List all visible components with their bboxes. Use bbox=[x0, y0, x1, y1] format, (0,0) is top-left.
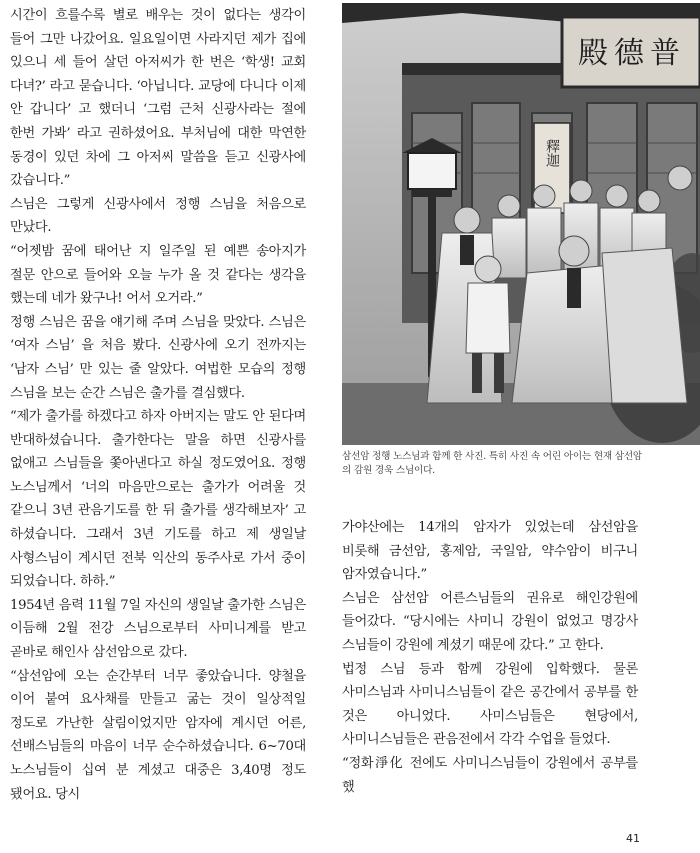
paragraph: 가야산에는 14개의 암자가 있었는데 삼선암을 비롯해 금선암, 홍제암, 국일암, 약수암이 비구니 암자였습니다.” bbox=[342, 520, 638, 583]
page-number: 41 bbox=[626, 832, 640, 845]
paragraph: “삼선암에 오는 순간부터 너무 좋았습니다. 양철을 이어 붙여 요사채를 만들고 굶는 것이 일상적일 정도로 가난한 살림이었지만 암자에 계시던 어른, 선배스님들의 마음이 너무 순수하셨습니다. 6~70대 노스님들이 십여 분 계셨고 대중은 3,40명 정도 됐어요. 당시 bbox=[10, 668, 306, 802]
paragraph: 법정 스님 등과 함께 강원에 입학했다. 물론 사미스님과 사미니스님들이 같은 공간에서 공부를 한 것은 아니었다. 사미스님들은 현당에서, 사미니스님들은 관음전에서 각각 수업을 들었다. bbox=[342, 661, 638, 748]
paragraph: 스님은 삼선암 어른스님들의 권유로 해인강원에 들어갔다. “당시에는 사미니 강원이 없었고 명강사 스님들이 강원에 계셨기 때문에 갔다.” 고 한다. bbox=[342, 590, 638, 653]
photo-caption: 삼선암 정행 노스님과 함께 한 사진. 특히 사진 속 어린 아이는 현재 삼선암의 감원 경욱 스님이다. bbox=[342, 451, 643, 476]
paragraph: “제가 출가를 하겠다고 하자 아버지는 말도 안 된다며 반대하셨습니다. 출가한다는 말을 하면 신광사를 없애고 스님들을 쫓아낸다고 하실 정도였어요. 정행 노스님께서 ‘너의 마음만으로는 출가가 어려울 것 같으니 3년 관음기도를 한 뒤 출가를 생각해보자’ 고 하셨습니다. 그래서 3년 기도를 하고 제 생일날 사형스님이 계시던 전북 익산의 동주사로 가서 중이 되었습니다. 하하.” bbox=[10, 409, 306, 590]
paragraph: 스님은 그렇게 신광사에서 정행 스님을 처음으로 만났다. bbox=[10, 196, 306, 236]
right-text-column bbox=[342, 516, 638, 799]
paragraph: 시간이 흐를수록 별로 배우는 것이 없다는 생각이 들어 그만 나갔어요. 일요일이면 사라지던 제가 집에 있으니 세 들어 살던 아저씨가 한 번은 ‘학생! 교회 다녀?’ 라고 묻습니다. ‘아닙니다. 교당에 다니다 이제 안 갑니다’ 고 했더니 ‘그럼 근처 신광사라는 절에 한번 가봐’ 라고 권하셨어요. 부처님에 대한 막연한 동경이 있던 차에 그 아저씨 말씀을 듣고 신광사에 갔습니다.” bbox=[10, 8, 306, 189]
historical-photo bbox=[342, 3, 700, 445]
paragraph: 1954년 음력 11월 7일 자신의 생일날 출가한 스님은 이듬해 2월 전강 스님으로부터 사미니계를 받고 곧바로 해인사 삼선암으로 갔다. bbox=[10, 597, 306, 661]
board-text: 釋迦 bbox=[544, 139, 560, 167]
paragraph: “어젯밤 꿈에 태어난 지 일주일 된 예쁜 송아지가 절문 안으로 들어와 오늘 누가 올 것 같다는 생각을 했는데 네가 왔구나! 어서 오거라.” bbox=[10, 243, 306, 307]
paragraph: “정화淨化 전에도 사미니스님들이 강원에서 공부를 했 bbox=[342, 755, 638, 795]
left-text-column bbox=[10, 4, 306, 806]
paragraph: 정행 스님은 꿈을 얘기해 주며 스님을 맞았다. 스님은 ‘여자 스님’ 을 처음 봤다. 신광사에 오기 전까지는 ‘남자 스님’ 만 있는 줄 알았다. 여법한 모습의 정행 스님을 보는 순간 스님은 출가를 결심했다. bbox=[10, 314, 306, 401]
signboard-text: 殿德普 bbox=[578, 36, 686, 71]
